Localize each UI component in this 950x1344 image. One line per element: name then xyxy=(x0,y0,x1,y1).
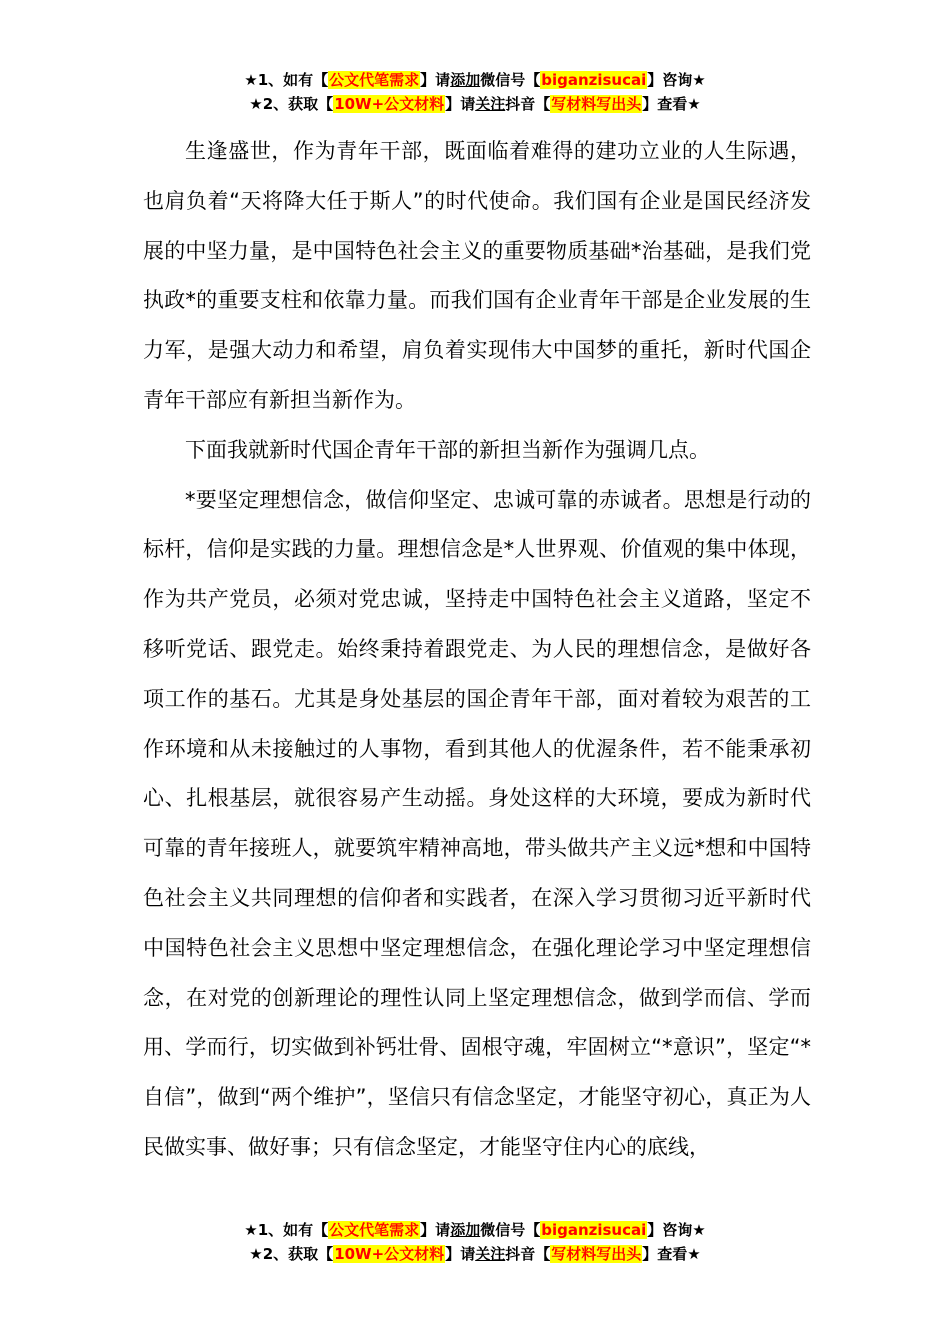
banner-line-1 xyxy=(0,68,950,92)
highlight-service: 公文代笔需求 xyxy=(329,71,420,89)
highlight-wechat-id: biganzisucai xyxy=(541,71,647,89)
banner-text: 】请 xyxy=(420,71,451,89)
banner-text: 】查看★ xyxy=(642,95,701,113)
highlight-douyin-id: 写材料写出头 xyxy=(551,1245,642,1263)
banner-text: ★1、如有【 xyxy=(244,1221,329,1239)
banner-line-2 xyxy=(0,1242,950,1266)
underlined-text: 添加 xyxy=(450,71,481,89)
banner-text: 抖音【 xyxy=(505,1245,551,1263)
banner-text: 】咨询★ xyxy=(647,71,706,89)
underlined-text: 添加 xyxy=(450,1221,481,1239)
banner-text: ★1、如有【 xyxy=(244,71,329,89)
banner-text: 微信号【 xyxy=(480,1221,541,1239)
highlight-douyin-id: 写材料写出头 xyxy=(551,95,642,113)
document-body xyxy=(143,127,811,1173)
banner-text: ★2、获取【 xyxy=(249,95,334,113)
paragraph-point-one: *要坚定理想信念，做信仰坚定、忠诚可靠的赤诚者。思想是行动的标杆，信仰是实践的力量。理想信念是*人世界观、价值观的集中体现，作为共产党员，必须对党忠诚，坚持走中国特色社会主义道路，坚定不移听党话、跟党走。始终秉持着跟党走、为人民的理想信念，是做好各项工作的基石。尤其是身处基层的国企青年干部，面对着较为艰苦的工作环境和从未接触过的人事物，看到其他人的优渥条件，若不能秉承初心、扎根基层，就很容易产生动摇。身处这样的大环境，要成为新时代可靠的青年接班人，就要筑牢精神高地，带头做共产主义远*想和中国特色社会主义共同理想的信仰者和实践者，在深入学习贯彻习近平新时代中国特色社会主义思想中坚定理想信念，在强化理论学习中坚定理想信念，在对党的创新理论的理性认同上坚定理想信念，做到学而信、学而用、学而行，切实做到补钙壮骨、固根守魂，牢固树立“*意识”，坚定“*自信”，做到“两个维护”，坚信只有信念坚定，才能坚守初心，真正为人民做实事、做好事；只有信念坚定，才能坚守住内心的底线， xyxy=(143,487,811,1159)
banner-text: ★2、获取【 xyxy=(249,1245,334,1263)
banner-text: 微信号【 xyxy=(480,71,541,89)
highlight-materials: 10W+公文材料 xyxy=(334,1245,445,1263)
banner-text: 】请 xyxy=(445,1245,476,1263)
banner-line-1 xyxy=(0,1218,950,1242)
banner-text: 抖音【 xyxy=(505,95,551,113)
top-banner xyxy=(0,68,950,116)
highlight-materials: 10W+公文材料 xyxy=(334,95,445,113)
paragraph-intro: 生逢盛世，作为青年干部，既面临着难得的建功立业的人生际遇，也肩负着“天将降大任于斯人”的时代使命。我们国有企业是国民经济发展的中坚力量，是中国特色社会主义的重要物质基础*治基础，是我们党执政*的重要支柱和依靠力量。而我们国有企业青年干部是企业发展的生力军，是强大动力和希望，肩负着实现伟大中国梦的重托，新时代国企青年干部应有新担当新作为。 xyxy=(143,139,811,412)
highlight-service: 公文代笔需求 xyxy=(329,1221,420,1239)
highlight-wechat-id: biganzisucai xyxy=(541,1221,647,1239)
underlined-text: 关注 xyxy=(475,1245,506,1263)
banner-text: 】查看★ xyxy=(642,1245,701,1263)
banner-text: 】请 xyxy=(420,1221,451,1239)
bottom-banner xyxy=(0,1218,950,1266)
banner-text: 】咨询★ xyxy=(647,1221,706,1239)
paragraph-outline: 下面我就新时代国企青年干部的新担当新作为强调几点。 xyxy=(185,437,710,462)
banner-text: 】请 xyxy=(445,95,476,113)
underlined-text: 关注 xyxy=(475,95,506,113)
banner-line-2 xyxy=(0,92,950,116)
